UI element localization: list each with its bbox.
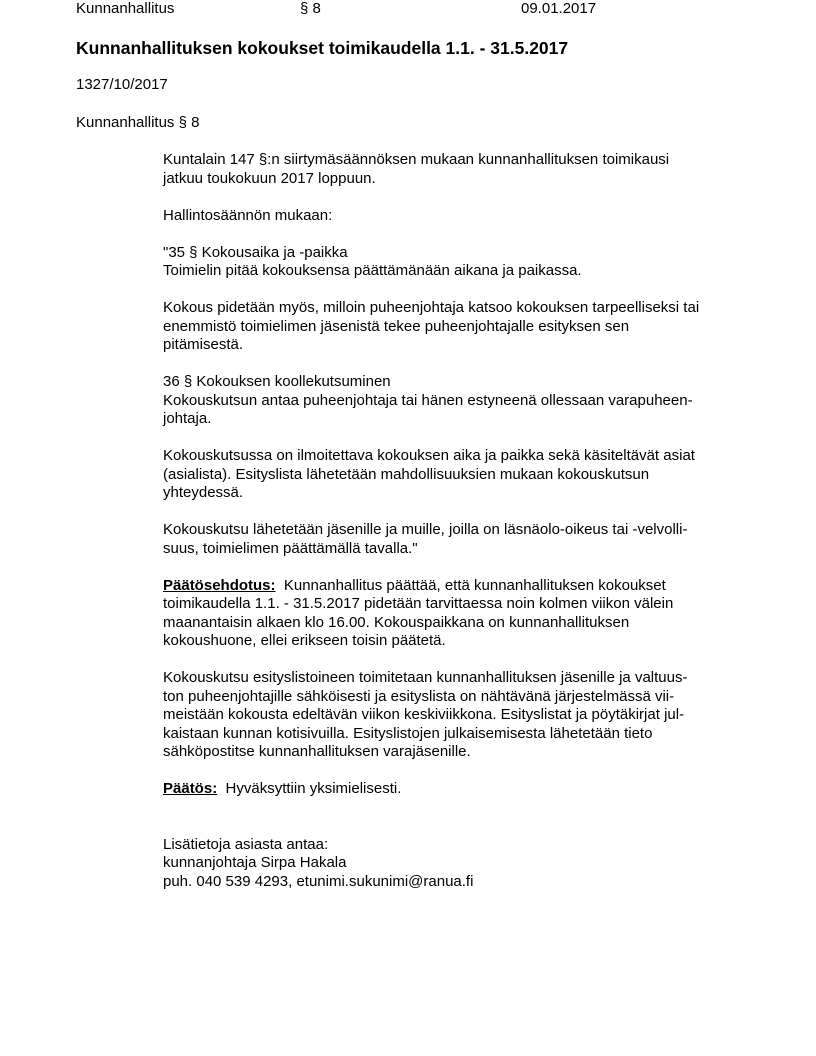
section-36-heading: 36 § Kokouksen koollekutsuminen: [163, 373, 391, 390]
section-35-paragraph: [163, 299, 753, 355]
text-line: Kokous pidetään myös, milloin puheenjohtaja katsoo kokouksen tarpeelliseksi tai: [163, 299, 700, 316]
text-line: Kokouskutsu esityslistoineen toimitetaan kunnanhallituksen jäsenille ja valtuus-: [163, 669, 688, 686]
text-line: yhteydessä.: [163, 484, 244, 501]
text-line: (asialista). Esityslista lähetetään mahdollisuuksien mukaan kokouskutsun: [163, 465, 650, 483]
text-line: pitämisestä.: [163, 336, 244, 353]
decision-label: Päätös:: [163, 780, 218, 797]
section-35-block: [163, 244, 753, 281]
decision-text: Hyväksyttiin yksimielisesti.: [225, 780, 402, 797]
contact-line: Lisätietoja asiasta antaa:: [163, 835, 329, 853]
text-line: ton puheenjohtajille sähköisesti ja esityslista on nähtävänä järjestelmässä vii-: [163, 687, 675, 705]
text-line: Kokouskutsu lähetetään jäsenille ja muille, joilla on läsnäolo-oikeus tai -velvolli-: [163, 521, 688, 538]
header-date: 09.01.2017: [521, 0, 597, 17]
section-36-paragraph: [163, 521, 753, 558]
intro-paragraph: [163, 151, 753, 188]
section-36-block: [163, 373, 753, 429]
intro-line: Kuntalain 147 §:n siirtymäsäännöksen mukaan kunnanhallituksen toimikausi: [163, 151, 670, 168]
text-line: Kunnanhallitus päättää, että kunnanhallituksen kokoukset: [283, 576, 666, 594]
contact-line: kunnanjohtaja Sirpa Hakala: [163, 854, 347, 871]
intro-line: jatkuu toukokuun 2017 loppuun.: [163, 169, 376, 187]
rules-intro: Hallintosäännön mukaan:: [163, 206, 333, 224]
diary-number: 1327/10/2017: [76, 76, 168, 93]
text-line: Kokouskutsun antaa puheenjohtaja tai hänen estyneenä ollessaan varapuheen-: [163, 391, 693, 409]
document-title: Kunnanhallituksen kokoukset toimikaudella 1.1. - 31.5.2017: [76, 38, 569, 58]
proposal-paragraph: [163, 577, 753, 651]
section-35-heading: "35 § Kokousaika ja -paikka: [163, 243, 348, 261]
text-line: suus, toimielimen päättämällä tavalla.": [163, 539, 418, 557]
text-line: toimikaudella 1.1. - 31.5.2017 pidetään tarvittaessa noin kolmen viikon välein: [163, 595, 674, 612]
decision-paragraph: [163, 780, 753, 799]
text-line: kokoushuone, ellei erikseen toisin päätetä.: [163, 632, 446, 649]
header-section: § 8: [300, 0, 321, 17]
text-line: enemmistö toimielimen jäsenistä tekee puheenjohtajalle esityksen sen: [163, 317, 630, 335]
text-line: kaistaan kunnan kotisivuilla. Esityslistojen julkaisemisesta lähetetään tieto: [163, 724, 653, 742]
document-body: [163, 151, 753, 891]
text-line: Kokouskutsussa on ilmoitettava kokouksen aika ja paikka sekä käsiteltävät asiat: [163, 447, 695, 464]
contact-line: puh. 040 539 4293, etunimi.sukunimi@ranua.fi: [163, 872, 474, 890]
proposal-paragraph-2: [163, 669, 753, 762]
text-line: sähköpostitse kunnanhallituksen varajäsenille.: [163, 743, 471, 760]
section-36-paragraph: [163, 447, 753, 503]
header-body-name: Kunnanhallitus: [76, 0, 175, 17]
text-line: johtaja.: [163, 410, 212, 427]
text-line: maanantaisin alkaen klo 16.00. Kokouspaikkana on kunnanhallituksen: [163, 613, 630, 631]
section-35-text: Toimielin pitää kokouksensa päättämänään aikana ja paikassa.: [163, 262, 582, 279]
contact-block: [163, 836, 753, 892]
section-reference: Kunnanhallitus § 8: [76, 114, 200, 131]
text-line: meistään kokousta edeltävän viikon keskiviikkona. Esityslistat ja pöytäkirjat jul-: [163, 706, 685, 723]
proposal-label: Päätösehdotus:: [163, 576, 276, 594]
